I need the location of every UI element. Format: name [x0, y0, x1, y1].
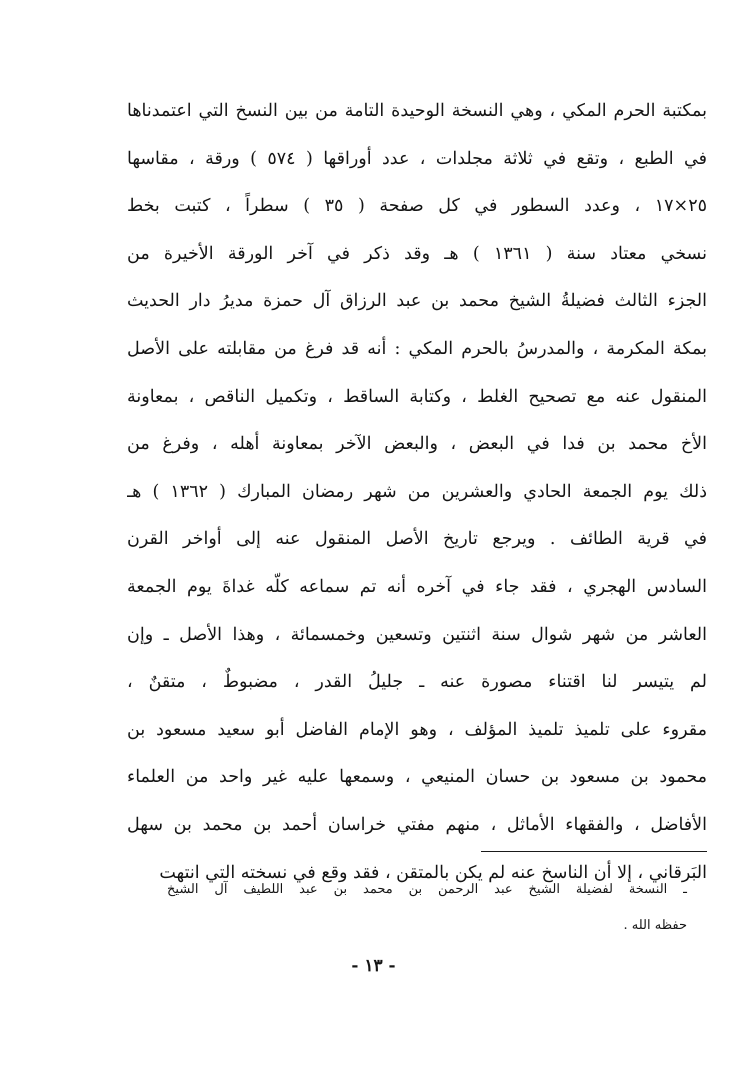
footnote-divider	[481, 851, 707, 852]
text-line: الأخ محمد بن فدا في البعض ، والبعض الآخر بمعاونة أهله ، وفرغ من	[127, 434, 707, 455]
text-line: العاشر من شهر شوال سنة اثنتين وتسعين وخمسمائة ، وهذا الأصل ـ وإن	[127, 624, 707, 645]
footnote-line: حفظه الله .	[623, 918, 687, 933]
text-line: بمكة المكرمة ، والمدرسُ بالحرم المكي : أنه قد فرغ من مقابلته على الأصل	[127, 338, 707, 359]
text-line: السادس الهجري ، فقد جاء في آخره أنه تم سماعه كلّه غداةَ يوم الجمعة	[127, 576, 707, 597]
footnote-line: ـ النسخة لفضيلة الشيخ عبد الرحمن بن محمد بن عبد اللطيف آل الشيخ	[167, 882, 687, 897]
text-line: ٢٥×١٧ ، وعدد السطور في كل صفحة ( ٣٥ ) سطراً ، كتبت بخط	[127, 196, 707, 217]
text-line: البَرقاني ، إلا أن الناسخ عنه لم يكن بالمتقن ، فقد وقع في نسخته التي انتهت	[159, 862, 707, 883]
footnote	[167, 872, 687, 944]
text-line: ذلك يوم الجمعة الحادي والعشرين من شهر رمضان المبارك ( ١٣٦٢ ) هـ	[127, 481, 707, 502]
text-line: في قرية الطائف . ويرجع تاريخ الأصل المنقول عنه إلى أواخر القرن	[127, 529, 707, 550]
text-line: نسخي معتاد سنة ( ١٣٦١ ) هـ وقد ذكر في آخر الورقة الأخيرة من	[127, 243, 707, 264]
page-number: - ١٣ -	[351, 956, 396, 976]
text-line: لم يتيسر لنا اقتناء مصورة عنه ـ جليلُ القدر ، مضبوطٌ ، متقنٌ ،	[127, 672, 707, 693]
text-line: مقروء على تلميذ تلميذ المؤلف ، وهو الإمام الفاضل أبو سعيد مسعود بن	[127, 719, 707, 740]
text-line: بمكتبة الحرم المكي ، وهي النسخة الوحيدة التامة من بين النسخ التي اعتمدناها	[127, 101, 707, 121]
text-line: الجزء الثالث فضيلةُ الشيخ محمد بن عبد الرزاق آل حمزة مديرُ دار الحديث	[127, 291, 707, 312]
text-line: الأفاضل ، والفقهاء الأماثل ، منهم مفتي خراسان أحمد بن محمد بن سهل	[127, 814, 707, 835]
text-line: محمود بن مسعود بن حسان المنيعي ، وسمعها عليه غير واحد من العلماء	[127, 767, 707, 788]
main-text	[127, 88, 707, 897]
text-line: المنقول عنه مع تصحيح الغلط ، وكتابة الساقط ، وتكميل الناقص ، بمعاونة	[127, 386, 707, 407]
text-line: في الطبع ، وتقع في ثلاثة مجلدات ، عدد أوراقها ( ٥٧٤ ) ورقة ، مقاسها	[127, 148, 707, 169]
